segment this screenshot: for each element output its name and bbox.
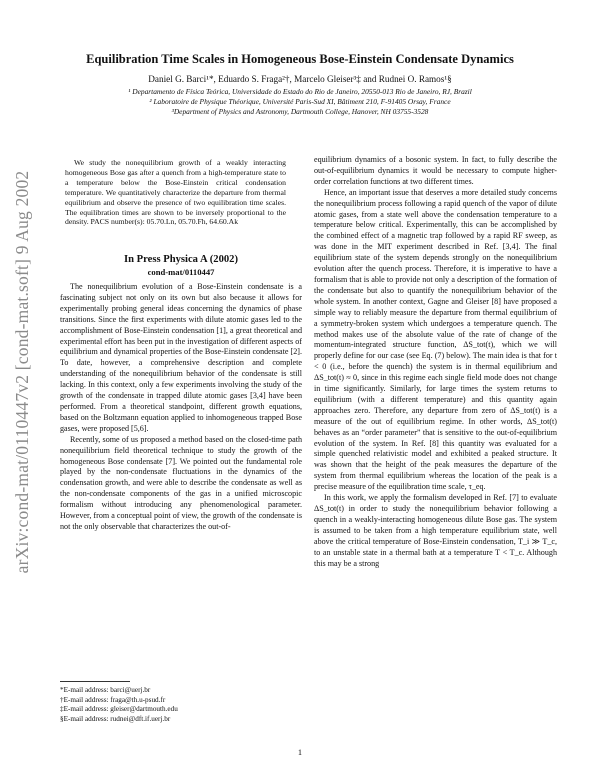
body-paragraph: In this work, we apply the formalism developed in Ref. [7] to evaluate ΔS_tot(t) in order to study the nonequilibrium behavior following a quench in a weakly-interacting homogeneous dilute Bose gas. The system is assumed to be taken from a high temperature equilibrium state, well above the critical temperature of Bose-Einstein condensation, T_i ≫ T_c, to an unstable state in a thermal bath at a temperature T < T_c. Although this may be a strong [314, 493, 557, 568]
press-reference: cond-mat/0110447 [147, 267, 215, 277]
affiliation-1: ¹ Departamento de Física Teórica, Universidade do Estado do Rio de Janeiro, 20550-013 Rio de Janeiro, RJ, Brazil [128, 87, 472, 96]
right-column [314, 155, 557, 569]
body-paragraph: The nonequilibrium evolution of a Bose-Einstein condensate is a fascinating subject not only on its own but also because it allows for experimentally probing general ideas concerning the dynamics of phase transitions. Since the first experiments with dilute atomic gases led to the accomplishment of Bose-Einstein condensation [1], a great theoretical and experimental effort has been put in the investigation of different aspects of equilibrium and dynamical properties of the Bose-Einstein condensate [2]. To date, however, a comprehensive description and complete understanding of the nonequilibrium behavior of the condensate is still lacking. In this context, only a few experiments involving the study of the growth of the condensate in trapped dilute atomic gases [3,4] have been performed. From a theoretical standpoint, different growth equations, based on the Boltzmann equation applied to inhomogeneous trapped Bose gases, were proposed [5,6]. [60, 282, 302, 433]
footnote-email: ‡E-mail address: gleiser@dartmouth.edu [60, 705, 178, 714]
footnote-email: *E-mail address: barci@uerj.br [60, 686, 151, 694]
body-paragraph: Recently, some of us proposed a method based on the closed-time path nonequilibrium field theoretical technique to study the growth of the homogeneous Bose condensate [7]. We pointed out the fundamental role played by the non-condensate fluctuations in the dynamics of the condensation growth, and were able to describe the condensate as well as the non-condensate components of the gas in a unified microscopic formalism without introducing any phenomenological parameter. However, from a conceptual point of view, the growth of the condensate is not the only observable that characterizes the out-of- [60, 434, 302, 531]
author-list: Daniel G. Barci¹*, Eduardo S. Fraga²†, Marcelo Gleiser³‡ and Rudnei O. Ramos¹§ [148, 74, 452, 84]
footnotes [60, 686, 300, 725]
press-note [60, 254, 302, 278]
affiliation-3: ³Department of Physics and Astronomy, Dartmouth College, Hanover, NH 03755-3528 [171, 107, 429, 116]
abstract: We study the nonequilibrium growth of a weakly interacting homogeneous Bose gas after a quench from a high-temperature state to a temperature below the Bose-Einstein critical condensation temperature. We quantitatively characterize the departure from thermal equilibrium and observe the presence of two equilibration time scales. The equilibration times are shown to be inversely proportional to the density. PACS number(s): 05.70.Ln, 05.70.Fh, 64.60.Ak [65, 158, 286, 227]
affiliation-2: ² Laboratoire de Physique Théorique, Université Paris-Sud XI, Bâtiment 210, F-91405 Orsay, France [149, 97, 451, 106]
press-title: In Press Physica A (2002) [124, 254, 238, 265]
paper-title: Equilibration Time Scales in Homogeneous Bose-Einstein Condensate Dynamics [86, 52, 514, 66]
left-column [60, 282, 302, 533]
body-paragraph: equilibrium dynamics of a bosonic system. In fact, to fully describe the out-of-equilibrium dynamics it would be necessary to compute higher-order correlation functions at two different times. [314, 155, 557, 186]
arxiv-stamp: arXiv:cond-mat/0110447v2 [cond-mat.soft] 9 Aug 2002 [12, 170, 32, 574]
footnote-email: †E-mail address: fraga@th.u-psud.fr [60, 695, 166, 704]
footnote-email: §E-mail address: rudnei@dft.if.uerj.br [60, 715, 171, 724]
page-number: 1 [297, 748, 303, 757]
body-paragraph: Hence, an important issue that deserves a more detailed study concerns the nonequilibrium process following a rapid quench of the vapor of dilute atomic gases, from a state well above the condensation temperature to a temperature below critical. Experimentally, this can be accomplished by the combined effect of a magnetic trap followed by a rapid RF sweep, as was done in the MIT experiment described in Ref. [3,4]. The final equilibrium state of the system depends strongly on the nonequilibrium evolution after the quench process. Therefore, it is imperative to have a formalism that is able to provide not only a description of the formation of the condensate but also to quantify the nonequilibrium behavior of the whole system. In another context, Gagne and Gleiser [8] have proposed a simple way to reliably measure the departure from thermal equilibrium of a symmetry-broken system which undergoes a temperature quench. The method makes use of the absolute value of the rate of change of the momentum-integrated structure function, ΔS_tot(t), which we will properly define for our case (see Eq. (7) below). The main idea is that for t < 0 (i.e., before the quench) the system is in thermal equilibrium and ΔS_tot(t) ≈ 0, since in this regime each single field mode does not change in time significantly. Similarly, for large times the system returns to equilibrium (with a different temperature) and this quantity again approaches zero. Therefore, any departure from zero of ΔS_tot(t) is a measure of the out of equilibrium regime. In other words, ΔS_tot(t) behaves as an “order parameter” that is sensitive to the out-of-equilibrium evolution of the system. In Ref. [8] this quantity was evaluated for a simple quenched relativistic model and exhibited a peaked structure. It was shown that the height of the peak measures the departure of the system from thermal equilibrium whereas the location of the peak is a precise measure of the equilibration time scale, τ_eq. [314, 187, 557, 492]
footnote-rule [60, 681, 130, 682]
